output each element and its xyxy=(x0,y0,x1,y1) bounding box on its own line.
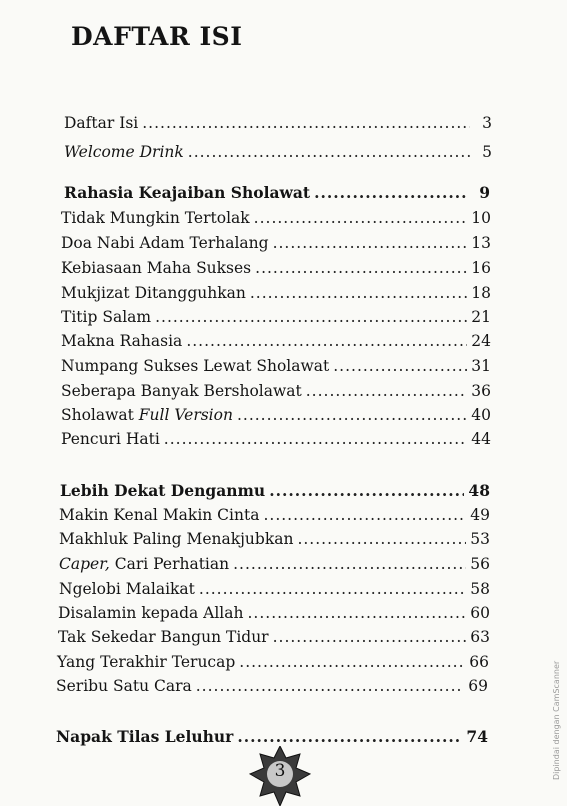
toc-entry-label: Makin Kenal Makin Cinta xyxy=(59,506,260,524)
dot-leader xyxy=(333,355,467,377)
toc-entry-label: Makna Rahasia xyxy=(61,332,183,350)
toc-entry-page: 60 xyxy=(470,604,490,622)
toc-entry[interactable] xyxy=(59,553,490,575)
toc-entry[interactable] xyxy=(56,675,488,697)
toc-entry[interactable] xyxy=(64,141,492,163)
toc-entry-label: Pencuri Hati xyxy=(61,430,160,448)
dot-leader xyxy=(255,257,467,279)
page-title: DAFTAR ISI xyxy=(71,22,243,51)
toc-entry-page: 66 xyxy=(469,653,489,671)
dot-leader xyxy=(199,578,466,600)
toc-entry-page: 40 xyxy=(471,406,491,424)
toc-entry[interactable] xyxy=(61,232,491,254)
toc-entry[interactable] xyxy=(58,626,490,648)
toc-entry-page: 74 xyxy=(466,727,488,746)
dot-leader xyxy=(186,330,467,352)
toc-entry-page: 53 xyxy=(470,530,490,548)
toc-entry-page: 13 xyxy=(471,234,491,252)
dot-leader xyxy=(155,306,467,328)
toc-entry-label: Rahasia Keajaiban Sholawat xyxy=(64,183,311,202)
toc-entry-label: Yang Terakhir Terucap xyxy=(57,653,236,671)
toc-entry-page: 58 xyxy=(470,580,490,598)
toc-entry[interactable] xyxy=(59,504,490,526)
toc-entry[interactable] xyxy=(61,355,491,377)
toc-entry-page: 44 xyxy=(471,430,491,448)
toc-entry-page: 21 xyxy=(471,308,491,326)
toc-section-heading[interactable] xyxy=(60,480,490,502)
toc-entry[interactable] xyxy=(61,306,491,328)
toc-entry-label-italic: Caper, xyxy=(59,555,110,573)
toc-entry-label: Lebih Dekat Denganmu xyxy=(60,481,266,500)
dot-leader xyxy=(263,504,466,526)
dot-leader xyxy=(273,626,467,648)
toc-entry-label: Titip Salam xyxy=(61,308,152,326)
dot-leader xyxy=(164,428,467,450)
toc-entry[interactable] xyxy=(61,380,491,402)
toc-section-heading[interactable] xyxy=(64,182,490,204)
toc-entry-label: Mukjizat Ditangguhkan xyxy=(61,284,246,302)
dot-leader xyxy=(314,182,468,204)
dot-leader xyxy=(273,232,468,254)
dot-leader xyxy=(297,528,466,550)
toc-entry-label: Doa Nabi Adam Terhalang xyxy=(61,234,269,252)
dot-leader xyxy=(142,112,470,134)
toc-entry-page: 49 xyxy=(470,506,490,524)
toc-entry-page: 9 xyxy=(479,183,490,202)
toc-entry-label: Tak Sekedar Bangun Tidur xyxy=(58,628,269,646)
toc-entry-label-italic: Welcome Drink xyxy=(64,143,184,161)
toc-entry[interactable] xyxy=(61,257,491,279)
toc-entry[interactable] xyxy=(61,330,491,352)
dot-leader xyxy=(233,553,466,575)
page-number-badge xyxy=(248,746,312,806)
dot-leader xyxy=(237,404,467,426)
toc-entry-page: 63 xyxy=(470,628,490,646)
toc-entry-page: 48 xyxy=(468,481,490,500)
toc-entry-page: 3 xyxy=(482,114,492,132)
toc-entry-page: 69 xyxy=(468,677,488,695)
dot-leader xyxy=(269,480,464,502)
toc-entry[interactable] xyxy=(58,602,490,624)
dot-leader xyxy=(306,380,468,402)
toc-entry-label: Disalamin kepada Allah xyxy=(58,604,244,622)
toc-entry-label xyxy=(61,404,233,426)
toc-entry-page: 18 xyxy=(471,284,491,302)
toc-entry[interactable] xyxy=(61,282,491,304)
toc-entry[interactable] xyxy=(61,428,491,450)
toc-entry[interactable] xyxy=(61,404,491,426)
dot-leader xyxy=(237,726,462,748)
toc-entry-label: Makhluk Paling Menakjubkan xyxy=(59,530,294,548)
toc-entry-label-italic: Full Version xyxy=(138,406,233,424)
toc-entry-page: 56 xyxy=(470,555,490,573)
toc-entry-label-plain: Cari Perhatian xyxy=(109,555,230,573)
toc-entry[interactable] xyxy=(61,207,491,229)
toc-entry-page: 36 xyxy=(471,382,491,400)
dot-leader xyxy=(248,602,467,624)
toc-entry-page: 31 xyxy=(471,357,491,375)
toc-entry-label: Numpang Sukses Lewat Sholawat xyxy=(61,357,330,375)
dot-leader xyxy=(254,207,468,229)
toc-entry-page: 24 xyxy=(471,332,491,350)
toc-entry-page: 10 xyxy=(471,209,491,227)
toc-entry-label xyxy=(59,553,229,575)
toc-entry-label: Tidak Mungkin Tertolak xyxy=(61,209,250,227)
page-number: 3 xyxy=(274,761,286,781)
dot-leader xyxy=(250,282,467,304)
scanner-watermark: Dipindai dengan CamScanner xyxy=(552,660,561,780)
toc-entry-label: Napak Tilas Leluhur xyxy=(56,727,234,746)
toc-entry-label: Kebiasaan Maha Sukses xyxy=(61,259,252,277)
toc-entry-label: Daftar Isi xyxy=(64,114,139,132)
toc-entry-label: Ngelobi Malaikat xyxy=(59,580,195,598)
toc-entry-label: Seberapa Banyak Bersholawat xyxy=(61,382,302,400)
toc-entry[interactable] xyxy=(64,112,492,134)
toc-entry-page: 5 xyxy=(482,143,492,161)
toc-section-heading[interactable] xyxy=(56,726,488,748)
dot-leader xyxy=(188,141,470,163)
toc-entry-label xyxy=(64,141,184,163)
toc-entry[interactable] xyxy=(59,578,490,600)
toc-entry[interactable] xyxy=(59,528,490,550)
dot-leader xyxy=(196,675,465,697)
toc-entry[interactable] xyxy=(57,651,489,673)
toc-entry-label-plain: Sholawat xyxy=(61,406,139,424)
toc-entry-label: Seribu Satu Cara xyxy=(56,677,192,695)
dot-leader xyxy=(239,651,465,673)
toc-entry-page: 16 xyxy=(471,259,491,277)
